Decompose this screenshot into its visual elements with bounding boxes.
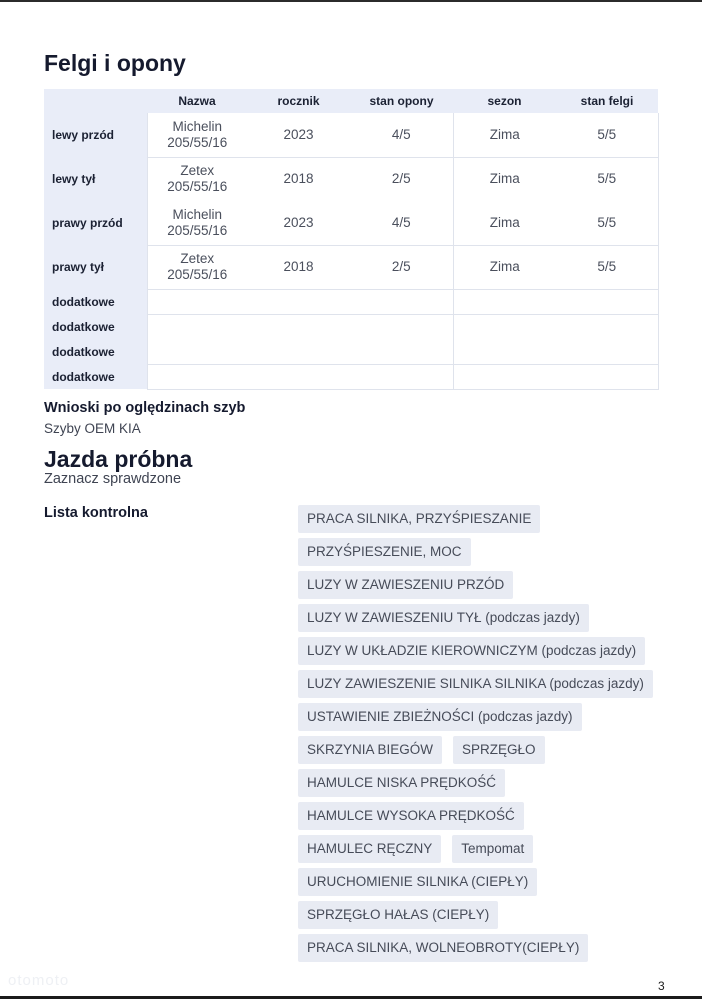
checklist-item-steering-play[interactable]: LUZY W UKŁADZIE KIEROWNICZYM (podczas jazdy) [298,637,645,665]
table-row [44,245,658,289]
tire-name-cell [147,245,247,289]
table-row-extra [44,364,658,389]
tire-name-cell [147,113,247,157]
row-label: dodatkowe [44,364,147,389]
checklist-item-engine-start-warm[interactable]: URUCHOMIENIE SILNIKA (CIEPŁY) [298,868,537,896]
header-corner-cell [44,89,147,113]
table-row [44,157,658,201]
top-rule [0,0,702,2]
table-row-extra [44,314,658,339]
row-label: lewy tył [44,157,147,201]
tire-state-cell: 4/5 [350,201,453,245]
season-cell: Zima [489,171,520,187]
tires-table [44,89,659,390]
checklist-item-engine-acceleration[interactable]: PRACA SILNIKA, PRZYŚPIESZANIE [298,505,540,533]
tire-size: 205/55/16 [167,134,228,150]
checklist-item-gearbox[interactable]: SKRZYNIA BIEGÓW [298,736,442,764]
checklist-item-engine-idle-warm[interactable]: PRACA SILNIKA, WOLNEOBROTY(CIEPŁY) [298,934,588,962]
extra-cell-right [453,289,658,314]
tire-state-cell: 2/5 [350,245,453,289]
checklist-item-handbrake[interactable]: HAMULEC RĘCZNY [298,835,441,863]
table-row [44,113,658,157]
tire-state-cell: 4/5 [350,113,453,157]
page-number: 3 [658,979,665,993]
tire-year-cell: 2023 [247,201,350,245]
row-label: prawy przód [44,201,147,245]
checklist-item-engine-mount-play[interactable]: LUZY ZAWIESZENIE SILNIKA SILNIKA (podczas jazdy) [298,670,653,698]
checklist-item-clutch-noise-warm[interactable]: SPRZĘGŁO HAŁAS (CIEPŁY) [298,901,498,929]
tire-brand: Michelin [172,206,223,222]
extra-cell-left [147,339,453,364]
table-row [44,201,658,245]
row-label: lewy przód [44,113,147,157]
rim-state-cell: 5/5 [556,245,658,289]
tire-brand: Zetex [180,251,215,266]
tire-size: 205/55/16 [167,267,228,282]
column-header-name: Nazwa [147,89,247,113]
tire-size: 205/55/16 [167,179,228,195]
checklist-item-wheel-alignment[interactable]: USTAWIENIE ZBIEŻNOŚCI (podczas jazdy) [298,703,582,731]
checklist-item-clutch[interactable]: SPRZĘGŁO [453,736,545,764]
tire-year-cell: 2023 [247,113,350,157]
watermark-logo: otomoto [8,972,70,989]
row-label: dodatkowe [44,314,147,339]
rim-state-cell: 5/5 [556,157,658,201]
tire-name-cell [147,201,247,245]
table-row-extra [44,289,658,314]
extra-cell-left [147,289,453,314]
tire-year-cell: 2018 [247,245,350,289]
extra-cell-right [453,339,658,364]
tire-name-cell [147,157,247,201]
tire-brand: Michelin [172,118,223,134]
checklist-item-front-suspension-play[interactable]: LUZY W ZAWIESZENIU PRZÓD [298,571,513,599]
checklist-item-brakes-low-speed[interactable]: HAMULCE NISKA PRĘDKOŚĆ [298,769,505,797]
glass-conclusion-title: Wnioski po oględzinach szyb [44,400,246,416]
extra-cell-left [147,314,453,339]
extra-cell-right [453,364,658,389]
checklist-label: Lista kontrolna [44,505,148,521]
glass-conclusion-text: Szyby OEM KIA [44,421,141,436]
checklist-items [298,505,658,962]
tire-state-cell: 2/5 [350,157,453,201]
row-label: prawy tył [44,245,147,289]
table-row-extra [44,339,658,364]
test-drive-subtitle: Zaznacz sprawdzone [44,471,182,487]
row-label: dodatkowe [44,289,147,314]
tires-section-title: Felgi i opony [44,50,186,76]
column-header-year: rocznik [247,89,350,113]
extra-cell-left [147,364,453,389]
rim-state-cell: 5/5 [556,113,658,157]
season-cell: Zima [453,245,556,289]
row-label: dodatkowe [44,339,147,364]
rim-state-cell: 5/5 [556,201,658,245]
checklist-item-rear-suspension-play[interactable]: LUZY W ZAWIESZENIU TYŁ (podczas jazdy) [298,604,589,632]
column-header-tire-state: stan opony [350,89,453,113]
season-cell: Zima [453,113,556,157]
season-cell: Zima [453,201,556,245]
column-header-season: sezon [453,89,556,113]
checklist-item-cruise-control[interactable]: Tempomat [452,835,533,863]
checklist-item-brakes-high-speed[interactable]: HAMULCE WYSOKA PRĘDKOŚĆ [298,802,524,830]
tire-year-cell: 2018 [283,171,314,187]
extra-cell-right [453,314,658,339]
tires-table-header-row [44,89,658,113]
test-drive-title: Jazda próbna [44,446,193,472]
tire-size: 205/55/16 [167,222,228,238]
checklist-item-acceleration-power[interactable]: PRZYŚPIESZENIE, MOC [298,538,471,566]
column-header-rim-state: stan felgi [556,89,658,113]
tire-brand: Zetex [180,163,215,179]
